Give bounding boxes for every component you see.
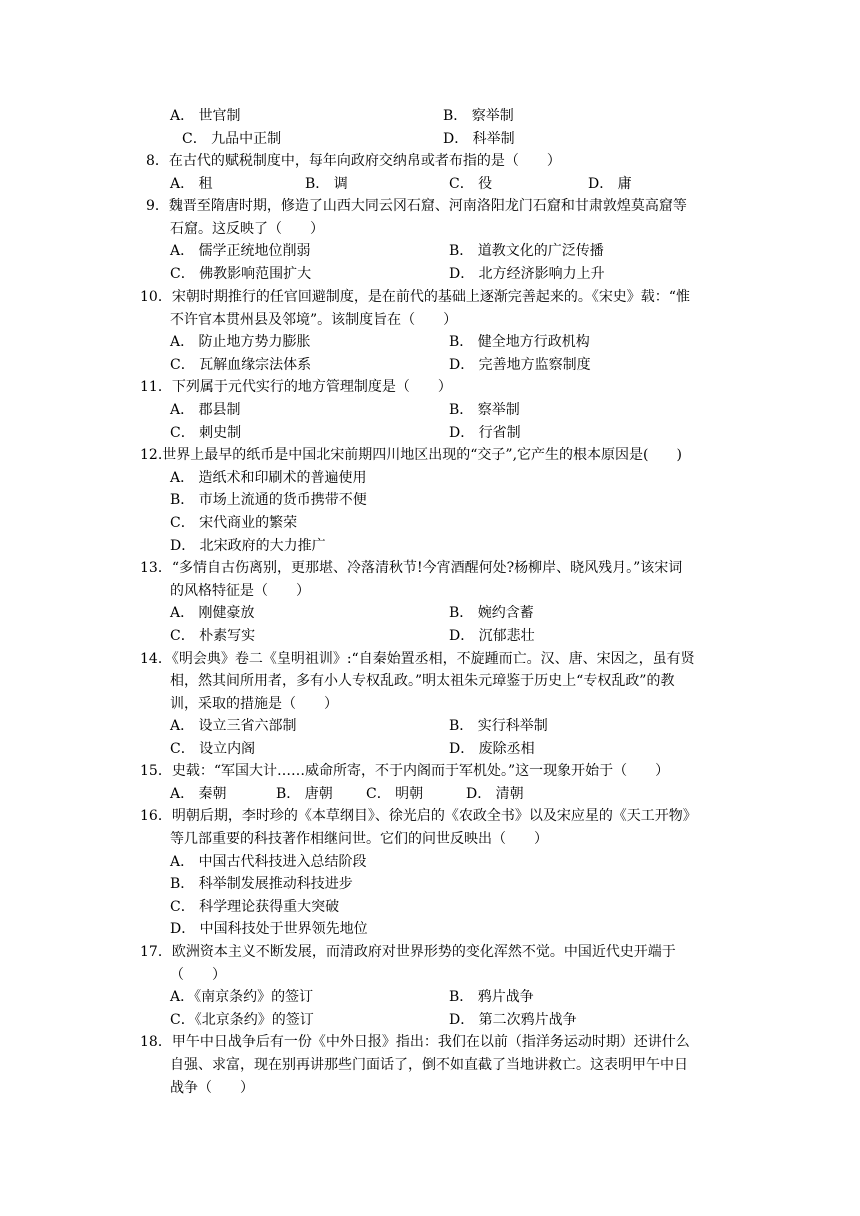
q10-option-c: C． 瓦解血缘宗法体系 bbox=[170, 357, 312, 373]
q14-stem-line2: 相，然其间所用者，多有小人专权乱政。”明太祖朱元璋鉴于历史上“专权乱政”的教 bbox=[170, 673, 675, 689]
q12-option-a: A． 造纸术和印刷术的普遍使用 bbox=[170, 470, 367, 486]
q13-option-b: B． 婉约含蓄 bbox=[449, 605, 534, 621]
q11-stem: 11．下列属于元代实行的地方管理制度是（ ） bbox=[140, 379, 452, 395]
q13-option-c: C． 朴素写实 bbox=[170, 628, 256, 644]
q16-option-d: D． 中国科技处于世界领先地位 bbox=[170, 921, 368, 937]
q10-option-b: B． 健全地方行政机构 bbox=[449, 334, 590, 350]
q11-option-a: A． 郡县制 bbox=[170, 402, 241, 418]
q7-option-d: D． 科举制 bbox=[443, 131, 515, 147]
q14-option-c: C． 设立内阁 bbox=[170, 741, 256, 757]
q14-stem-line3: 训，采取的措施是（ ） bbox=[170, 696, 338, 712]
q10-stem-line2: 不许官本贯州县及邻境”。该制度旨在（ ） bbox=[170, 312, 458, 328]
q9-option-a: A． 儒学正统地位削弱 bbox=[170, 243, 311, 259]
q8-option-d: D． 庸 bbox=[588, 176, 632, 192]
q15-option-a: A． 秦朝 bbox=[170, 786, 227, 802]
q12-option-c: C． 宋代商业的繁荣 bbox=[170, 515, 298, 531]
q17-stem-line2: （ ） bbox=[170, 967, 226, 983]
q16-option-a: A． 中国古代科技进入总结阶段 bbox=[170, 854, 367, 870]
q10-option-d: D． 完善地方监察制度 bbox=[449, 357, 591, 373]
q13-option-a: A． 刚健豪放 bbox=[170, 605, 255, 621]
q18-stem-line3: 战争（ ） bbox=[170, 1080, 254, 1096]
q13-option-d: D． 沉郁悲壮 bbox=[449, 628, 535, 644]
q9-stem-line2: 石窟。这反映了（ ） bbox=[170, 221, 324, 237]
q14-option-b: B． 实行科举制 bbox=[449, 718, 548, 734]
q9-option-d: D． 北方经济影响力上升 bbox=[449, 266, 605, 282]
q8-option-c: C． 役 bbox=[449, 176, 493, 192]
q11-option-c: C． 刺史制 bbox=[170, 425, 242, 441]
q13-stem-line2: 的风格特征是（ ） bbox=[170, 583, 310, 599]
q16-stem-line2: 等几部重要的科技著作相继问世。它们的问世反映出（ ） bbox=[170, 831, 548, 847]
q15-option-d: D． 清朝 bbox=[466, 786, 524, 802]
q11-option-d: D． 行省制 bbox=[449, 425, 521, 441]
q8-option-b: B． 调 bbox=[305, 176, 348, 192]
q17-stem-line1: 17．欧洲资本主义不断发展，而清政府对世界形势的变化浑然不觉。中国近代史开端于 bbox=[140, 944, 676, 960]
q8-option-a: A． 租 bbox=[170, 176, 213, 192]
q16-option-c: C． 科学理论获得重大突破 bbox=[170, 899, 340, 915]
q10-stem-line1: 10．宋朝时期推行的任官回避制度，是在前代的基础上逐渐完善起来的。《宋史》载：“惟 bbox=[140, 289, 690, 305]
q17-option-a: A．《南京条约》的签订 bbox=[170, 989, 314, 1005]
q14-stem-line1: 14．《明会典》卷二《皇明祖训》:“自秦始置丞相，不旋踵而亡。汉、唐、宋因之，虽有贤 bbox=[140, 651, 695, 667]
q10-option-a: A． 防止地方势力膨胀 bbox=[170, 334, 311, 350]
q14-option-a: A． 设立三省六部制 bbox=[170, 718, 297, 734]
q7-option-c: C． 九品中正制 bbox=[182, 131, 282, 147]
q9-option-b: B． 道教文化的广泛传播 bbox=[449, 243, 604, 259]
q16-stem-line1: 16．明朝后期，李时珍的《本草纲目》、徐光启的《农政全书》以及宋应星的《天工开物》 bbox=[140, 808, 697, 824]
q14-option-d: D． 废除丞相 bbox=[449, 741, 535, 757]
q8-stem: 8．在古代的赋税制度中，每年向政府交纳帛或者布指的是（ ） bbox=[146, 153, 561, 169]
q17-option-c: C．《北京条约》的签订 bbox=[170, 1012, 314, 1028]
q12-option-d: D． 北宋政府的大力推广 bbox=[170, 538, 326, 554]
q9-stem-line1: 9．魏晋至隋唐时期，修造了山西大同云冈石窟、河南洛阳龙门石窟和甘肃敦煌莫高窟等 bbox=[146, 198, 687, 214]
q7-option-b: B． 察举制 bbox=[443, 108, 514, 124]
q9-option-c: C． 佛教影响范围扩大 bbox=[170, 266, 312, 282]
q15-stem: 15．史载：“军国大计……威命所寄，不于内阁而于军机处。”这一现象开始于（ ） bbox=[140, 763, 670, 779]
q15-option-b: B． 唐朝 bbox=[276, 786, 333, 802]
q16-option-b: B． 科举制发展推动科技进步 bbox=[170, 876, 353, 892]
q18-stem-line2: 自强、求富，现在别再讲那些门面话了，倒不如直截了当地讲救亡。这表明甲午中日 bbox=[170, 1057, 688, 1073]
q15-option-c: C． 明朝 bbox=[366, 786, 424, 802]
q17-option-d: D． 第二次鸦片战争 bbox=[449, 1012, 577, 1028]
q12-stem: 12.世界上最早的纸币是中国北宋前期四川地区出现的“交子”,它产生的根本原因是( ) bbox=[140, 447, 682, 463]
q12-option-b: B． 市场上流通的货币携带不便 bbox=[170, 492, 367, 508]
q7-option-a: A． 世官制 bbox=[170, 108, 241, 124]
q13-stem-line1: 13．“多情自古伤离别，更那堪、冷落清秋节!今宵酒醒何处?杨柳岸、晓风残月。”该宋词 bbox=[140, 560, 683, 576]
q18-stem-line1: 18．甲午中日战争后有一份《中外日报》指出：我们在以前（指洋务运动时期）还讲什么 bbox=[140, 1034, 690, 1050]
q11-option-b: B． 察举制 bbox=[449, 402, 520, 418]
q17-option-b: B． 鸦片战争 bbox=[449, 989, 534, 1005]
